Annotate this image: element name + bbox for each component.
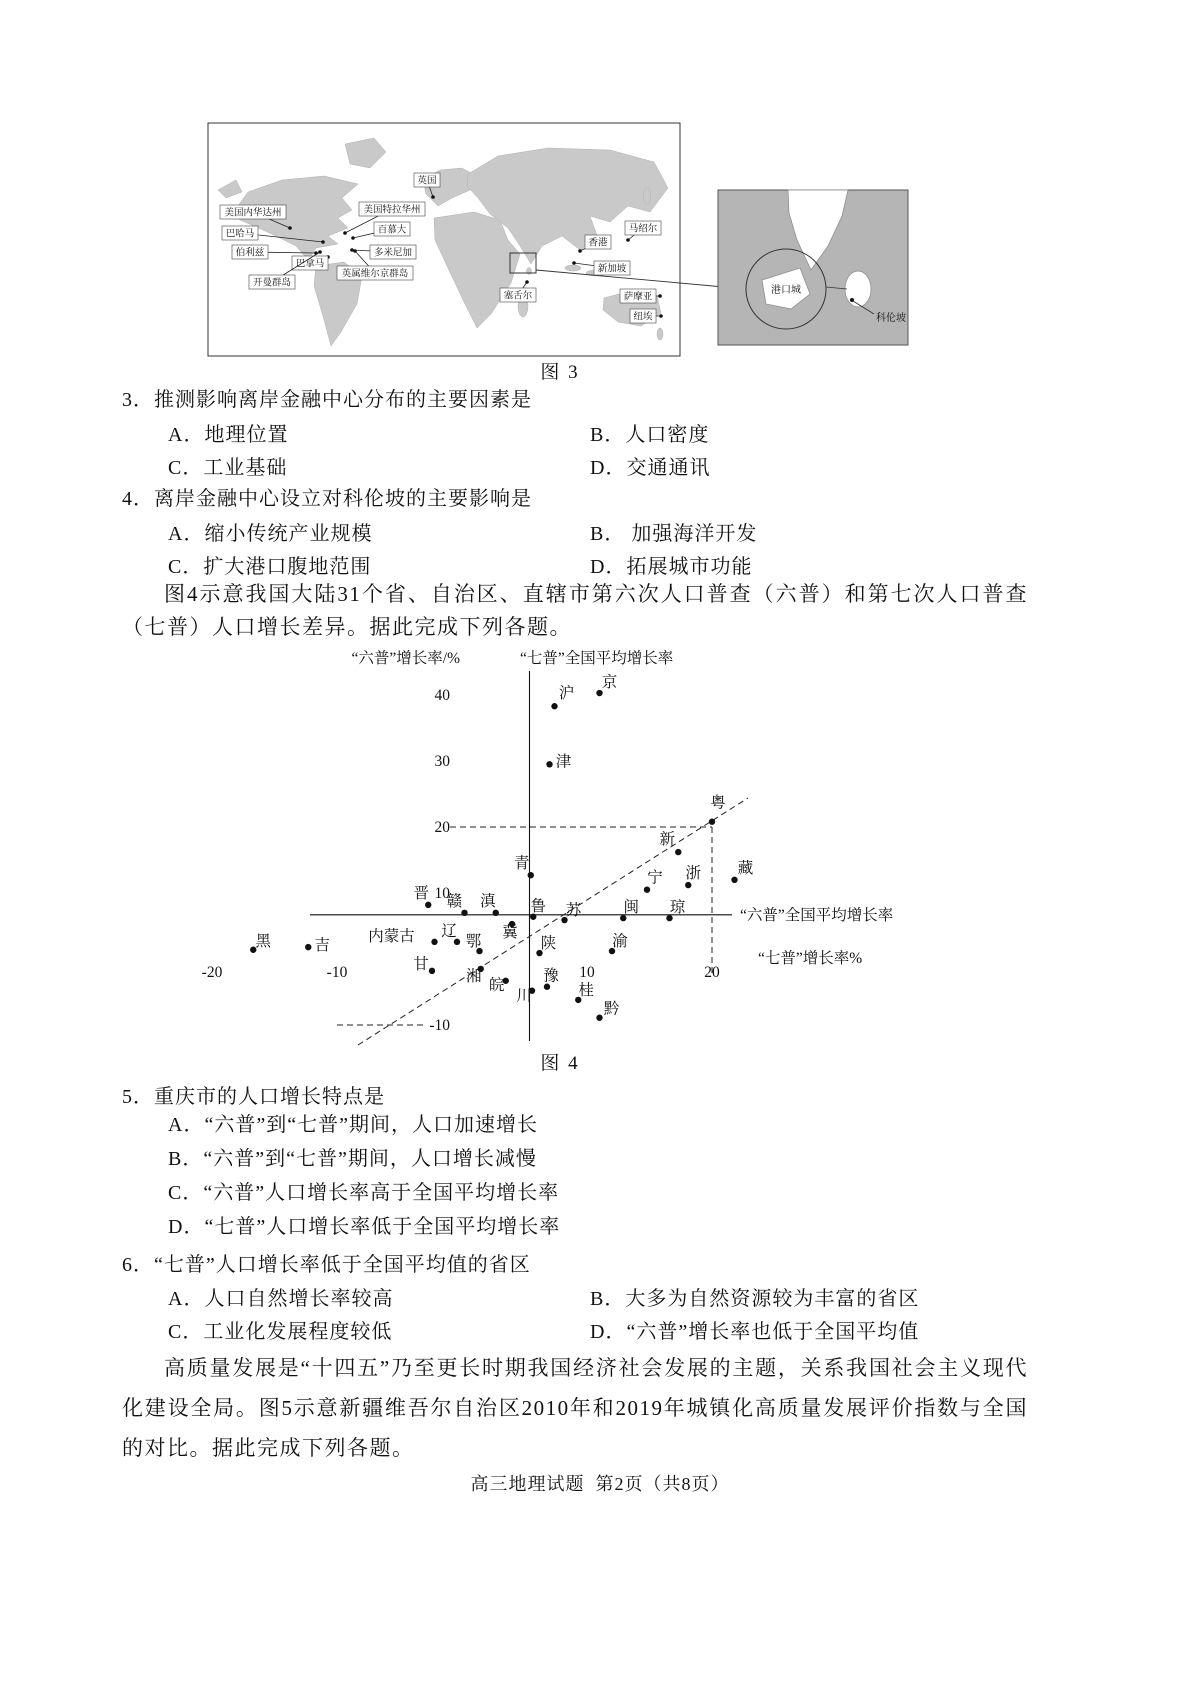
q6-option-c: C．工业化发展程度较低 bbox=[168, 1321, 393, 1343]
question-5-stem: 5．重庆市的人口增长特点是 bbox=[122, 1086, 385, 1108]
scatter-point-label: 青 bbox=[513, 855, 530, 873]
scatter-point-粤 bbox=[709, 819, 715, 825]
map-label-text: 多米尼加 bbox=[373, 248, 413, 259]
x-tick-label: 10 bbox=[579, 964, 595, 981]
map-label-dot bbox=[659, 314, 663, 318]
q5-option-b: B．“六普”到“七普”期间，人口增长减慢 bbox=[168, 1148, 537, 1170]
scatter-point-label: 渝 bbox=[612, 933, 628, 951]
inset-portcity-label: 港口城 bbox=[771, 285, 801, 296]
scatter-point-津 bbox=[546, 761, 552, 767]
y-tick-label: 40 bbox=[434, 687, 450, 704]
map-label-text: 新加坡 bbox=[597, 264, 627, 275]
map-label-dot bbox=[343, 231, 347, 235]
q4-option-b: B． 加强海洋开发 bbox=[590, 523, 758, 545]
map-label-text: 英属维尔京群岛 bbox=[341, 269, 409, 280]
scatter-point-label: 川 bbox=[516, 987, 532, 1005]
map-label-text: 香港 bbox=[588, 238, 608, 249]
scatter-point-label: 豫 bbox=[543, 967, 559, 985]
q3-option-a: A．地理位置 bbox=[168, 424, 289, 446]
q5-option-c: C．“六普”人口增长率高于全国平均增长率 bbox=[168, 1182, 560, 1204]
scatter-point-label: 藏 bbox=[737, 859, 754, 877]
scatter-plot-layer bbox=[202, 649, 894, 1045]
se-asia-island-1 bbox=[565, 265, 581, 271]
x-tick-label: 20 bbox=[704, 964, 720, 981]
map-label-dot bbox=[572, 261, 576, 265]
figure4-caption: 图 4 bbox=[540, 1053, 580, 1074]
map-label-dot bbox=[321, 240, 325, 244]
map-label-dot bbox=[578, 249, 582, 253]
scatter-point-label: 闽 bbox=[623, 899, 640, 917]
x-tick-label: -10 bbox=[326, 964, 348, 981]
scatter-point-label: 甘 bbox=[413, 955, 429, 973]
map-label-text: 纽埃 bbox=[633, 312, 653, 323]
scatter-point-新 bbox=[675, 849, 681, 855]
map-label-text: 巴哈马 bbox=[225, 229, 255, 240]
q4-option-c: C．扩大港口腹地范围 bbox=[168, 556, 372, 578]
figure4-scatter-chart bbox=[130, 645, 1030, 1052]
inset-colombo-label: 科伦坡 bbox=[876, 313, 906, 324]
question-3-stem: 3．推测影响离岸金融中心分布的主要因素是 bbox=[122, 389, 532, 411]
scatter-point-label: 粤 bbox=[710, 794, 726, 812]
q6-option-d: D．“六普”增长率也低于全国平均值 bbox=[590, 1321, 920, 1343]
y-axis-title: “六普”增长率/% bbox=[351, 650, 460, 667]
scatter-point-label: 内蒙古 bbox=[368, 927, 415, 945]
map-label-text: 开曼群岛 bbox=[252, 278, 292, 289]
scatter-point-label: 陕 bbox=[540, 935, 557, 953]
page-footer: 高三地理试题 第2页（共8页） bbox=[470, 1474, 730, 1494]
map-label-text: 萨摩亚 bbox=[623, 292, 653, 303]
scatter-point-浙 bbox=[685, 882, 691, 888]
map-label-dot bbox=[626, 238, 630, 242]
japan bbox=[644, 187, 651, 205]
hline-label: “六普”全国平均增长率 bbox=[740, 906, 894, 924]
x-tick-label: -20 bbox=[201, 964, 223, 981]
map-label-dot bbox=[658, 294, 662, 298]
map-label-dot bbox=[353, 249, 357, 253]
scatter-point-label: 津 bbox=[555, 753, 572, 771]
q6-option-b: B．大多为自然资源较为丰富的省区 bbox=[590, 1288, 920, 1310]
y-tick-label: -10 bbox=[429, 1017, 450, 1034]
scatter-point-label: 湘 bbox=[465, 967, 482, 985]
q3-option-b: B．人口密度 bbox=[590, 424, 710, 446]
x-axis-title: “七普”增长率% bbox=[758, 950, 863, 967]
scatter-point-label: 皖 bbox=[488, 976, 505, 994]
q5-option-d: D．“七普”人口增长率低于全国平均增长率 bbox=[168, 1216, 561, 1238]
scatter-point-label: 晋 bbox=[413, 884, 430, 902]
scatter-point-label: 琼 bbox=[669, 899, 686, 917]
scatter-point-label: 辽 bbox=[441, 922, 457, 940]
scatter-point-label: 沪 bbox=[558, 685, 575, 703]
q4-option-d: D．拓展城市功能 bbox=[590, 556, 753, 578]
q3-option-d: D．交通通讯 bbox=[590, 457, 711, 479]
map-label-text: 马绍尔 bbox=[628, 224, 658, 235]
question-4-stem: 4．离岸金融中心设立对科伦坡的主要影响是 bbox=[122, 488, 532, 510]
figure3-world-map bbox=[190, 118, 930, 368]
map-label-text: 英国 bbox=[417, 176, 437, 187]
scatter-point-label: 鲁 bbox=[530, 897, 547, 915]
scatter-point-沪 bbox=[551, 703, 557, 709]
map-label-dot bbox=[288, 226, 292, 230]
inset-map bbox=[718, 190, 908, 345]
scatter-point-label: 冀 bbox=[502, 924, 518, 942]
q5-option-a: A．“六普”到“七普”期间，人口加速增长 bbox=[168, 1114, 538, 1136]
q6-option-a: A．人口自然增长率较高 bbox=[168, 1288, 394, 1310]
vline-label: “七普”全国平均增长率 bbox=[520, 650, 674, 667]
map-label-text: 巴拿马 bbox=[295, 259, 325, 270]
scatter-point-label: 赣 bbox=[446, 892, 463, 910]
scatter-point-label: 吉 bbox=[314, 937, 331, 955]
map-label-text: 百慕大 bbox=[377, 225, 407, 236]
scatter-point-label: 桂 bbox=[578, 981, 595, 999]
map-label-text: 塞舌尔 bbox=[503, 291, 533, 302]
map-label-dot bbox=[431, 195, 435, 199]
map-label-text: 美国内华达州 bbox=[224, 208, 282, 219]
scatter-point-甘 bbox=[429, 968, 435, 974]
scatter-point-晋 bbox=[425, 902, 431, 908]
scatter-point-label: 黔 bbox=[603, 1000, 620, 1018]
scatter-point-青 bbox=[528, 872, 534, 878]
scatter-point-label: 鄂 bbox=[465, 933, 482, 951]
scatter-point-宁 bbox=[644, 887, 650, 893]
scatter-point-label: 滇 bbox=[479, 892, 496, 910]
scatter-point-label: 京 bbox=[601, 674, 618, 692]
sri-lanka-island bbox=[845, 271, 871, 307]
y-tick-label: 30 bbox=[434, 753, 450, 770]
new-zealand bbox=[657, 328, 663, 340]
map-label-dot bbox=[318, 250, 322, 254]
scatter-point-label: 苏 bbox=[565, 902, 582, 920]
scatter-point-label: 宁 bbox=[647, 869, 663, 887]
map-label-dot bbox=[525, 280, 529, 284]
map-label-text: 伯利兹 bbox=[235, 248, 265, 259]
scatter-point-label: 新 bbox=[659, 831, 676, 849]
scatter-point-吉 bbox=[305, 944, 311, 950]
question-6-stem: 6．“七普”人口增长率低于全国平均值的省区 bbox=[122, 1254, 531, 1276]
intro-figure4-paragraph: 图4示意我国大陆31个省、自治区、直辖市第六次人口普查（六普）和第七次人口普查（七普）人口增长差异。据此完成下列各题。 bbox=[122, 582, 1028, 639]
q4-option-a: A．缩小传统产业规模 bbox=[168, 523, 373, 545]
scatter-point-label: 浙 bbox=[685, 865, 702, 883]
y-tick-label: 20 bbox=[434, 819, 450, 836]
scatter-point-滇 bbox=[493, 910, 499, 916]
y-tick-label: 10 bbox=[434, 885, 450, 902]
q3-option-c: C．工业基础 bbox=[168, 457, 288, 479]
scatter-point-label: 黑 bbox=[255, 932, 272, 950]
figure3-caption: 图 3 bbox=[540, 362, 580, 383]
scatter-point-黔 bbox=[596, 1015, 602, 1021]
scatter-point-藏 bbox=[731, 877, 737, 883]
intro-figure5-paragraph: 高质量发展是“十四五”乃至更长时期我国经济社会发展的主题，关系我国社会主义现代化建设全局。图5示意新疆维吾尔自治区2010年和2019年城镇化高质量发展评价指数与全国的对比。据此完成下列各题。 bbox=[122, 1356, 1028, 1460]
scatter-point-赣 bbox=[461, 910, 467, 916]
map-label-text: 美国特拉华州 bbox=[363, 205, 421, 216]
dashed-guide bbox=[358, 798, 748, 1045]
scatter-point-内蒙古 bbox=[431, 939, 437, 945]
map-label-dot bbox=[351, 236, 355, 240]
